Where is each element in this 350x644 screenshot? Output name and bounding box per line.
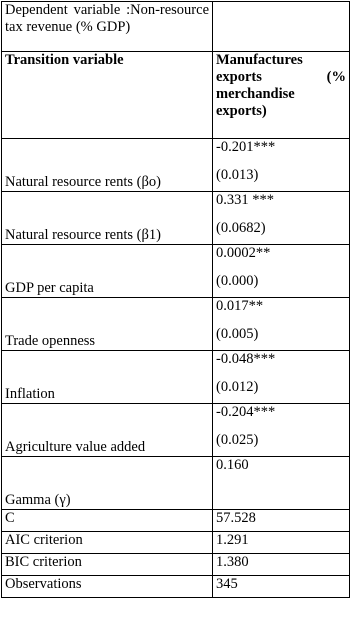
table-row (2, 404, 350, 457)
row-label: Natural resource rents (β1) (2, 192, 213, 245)
table-row (2, 139, 350, 192)
header-row-transition (2, 52, 350, 139)
row-label: Inflation (2, 351, 213, 404)
stat-row (2, 554, 350, 576)
row-label: Agriculture value added (2, 404, 213, 457)
dependent-variable-label: Dependent variable :Non-resource tax revenue (% GDP) (2, 2, 213, 52)
stat-value: 1.291 (213, 532, 350, 554)
row-label: Trade openness (2, 298, 213, 351)
gamma-value: 0.160 (213, 457, 350, 510)
stat-value: 1.380 (213, 554, 350, 576)
stat-row (2, 510, 350, 532)
standard-error: (0.0682) (216, 220, 266, 236)
empty-header-cell (213, 2, 350, 52)
stat-value: 345 (213, 576, 350, 598)
stat-label: AIC criterion (2, 532, 213, 554)
coefficient: 0.017** (216, 298, 264, 314)
standard-error: (0.013) (216, 167, 259, 183)
table-row (2, 245, 350, 298)
standard-error: (0.000) (216, 273, 259, 289)
row-label: GDP per capita (2, 245, 213, 298)
coef-cell (213, 245, 350, 298)
standard-error: (0.005) (216, 326, 259, 342)
stat-row (2, 576, 350, 598)
coefficient: -0.204*** (216, 404, 276, 420)
table-row (2, 298, 350, 351)
coef-cell (213, 192, 350, 245)
coefficient: -0.201*** (216, 139, 276, 155)
coef-cell (213, 139, 350, 192)
stat-label: C (2, 510, 213, 532)
transition-variable-label: Transition variable (2, 52, 213, 139)
standard-error: (0.012) (216, 379, 259, 395)
coef-cell (213, 298, 350, 351)
gamma-label: Gamma (γ) (2, 457, 213, 510)
table-row (2, 351, 350, 404)
transition-variable-value: Manufactures exports (% merchandise exports) (213, 52, 350, 139)
header-row-dependent (2, 2, 350, 52)
stat-label: BIC criterion (2, 554, 213, 576)
stat-value: 57.528 (213, 510, 350, 532)
table-row (2, 192, 350, 245)
coefficient: 0.0002** (216, 245, 271, 261)
coef-cell (213, 351, 350, 404)
coefficient: -0.048*** (216, 351, 276, 367)
coef-cell (213, 404, 350, 457)
regression-table (1, 1, 350, 598)
stat-label: Observations (2, 576, 213, 598)
stat-row (2, 532, 350, 554)
coefficient: 0.331 *** (216, 192, 274, 208)
standard-error: (0.025) (216, 432, 259, 448)
row-label: Natural resource rents (βo) (2, 139, 213, 192)
gamma-row (2, 457, 350, 510)
